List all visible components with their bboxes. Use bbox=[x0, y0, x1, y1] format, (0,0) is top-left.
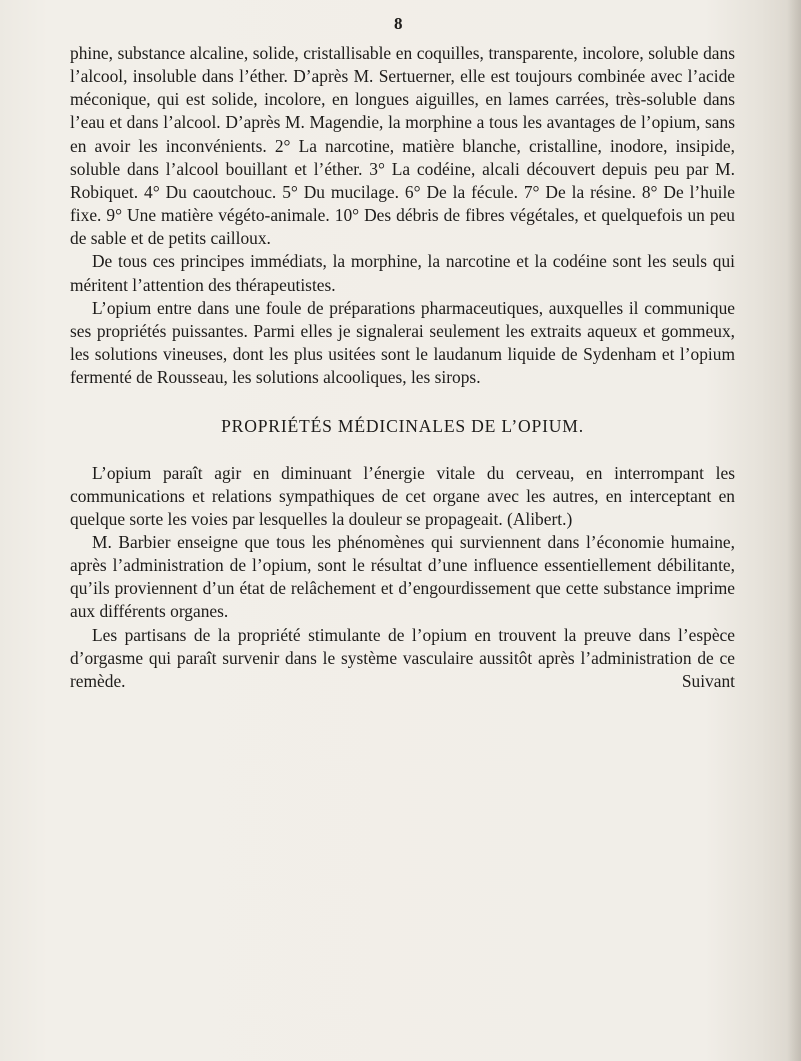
paragraph-preparations: L’opium entre dans une foule de préparations pharmaceutiques, auxquelles il communique ses propriétés puissantes. Parmi elles je signalerai seulement les extraits aqueux et gommeux, les solutions vineuses, dont les plus usitées sont le laudanum liquide de Sydenham et l’opium fermenté de Rousseau, les solutions alcooliques, les sirops. bbox=[70, 297, 735, 388]
page-number: 8 bbox=[394, 14, 403, 33]
paragraph-barbier: M. Barbier enseigne que tous les phénomènes qui surviennent dans l’économie humaine, après l’administration de l’opium, sont le résultat d’une influence essentiellement débilitante, qu’ils proviennent d’un état de relâchement et d’engourdissement que cette substance imprime aux différents organes. bbox=[70, 531, 735, 622]
page-body bbox=[70, 42, 735, 693]
page-edge-shadow bbox=[787, 0, 801, 1061]
section-heading: PROPRIÉTÉS MÉDICINALES DE L’OPIUM. bbox=[221, 416, 584, 437]
paragraph-principles: De tous ces principes immédiats, la morphine, la narcotine et la codéine sont les seuls qui méritent l’attention des thérapeutistes. bbox=[70, 251, 735, 295]
paragraph-stimulant-property: Les partisans de la propriété stimulante de l’opium en trouvent la preuve dans l’espèce d’orgasme qui paraît survenir dans le système vasculaire aussitôt après l’administration de ce remède. Suivant bbox=[70, 624, 735, 691]
paragraph-opium-action: L’opium paraît agir en diminuant l’énergie vitale du cerveau, en interrompant les communications et relations sympathiques de cet organe avec les autres, en interceptant en quelque sorte les voies par lesquelles la douleur se propageait. (Alibert.) bbox=[70, 462, 735, 529]
paragraph-opium-components: phine, substance alcaline, solide, cristallisable en coquilles, transparente, incolore, soluble dans l’alcool, insoluble dans l’éther. D’après M. Sertuerner, elle est toujours combinée avec l’acide méconique, qui est solide, incolore, en longues aiguilles, en lames carrées, très-soluble dans l’eau et dans l’alcool. D’après M. Magendie, la morphine a tous les avantages de l’opium, sans en avoir les inconvénients. 2° La narcotine, matière blanche, cristalline, inodore, insipide, soluble dans l’alcool bouillant et l’éther. 3° La codéine, alcali découvert depuis peu par M. Robiquet. 4° Du caoutchouc. 5° Du mucilage. 6° De la fécule. 7° De la résine. 8° De l’huile fixe. 9° Une matière végéto-animale. 10° Des débris de fibres végétales, et quelquefois un peu de sable et de petits cailloux. bbox=[70, 43, 735, 249]
